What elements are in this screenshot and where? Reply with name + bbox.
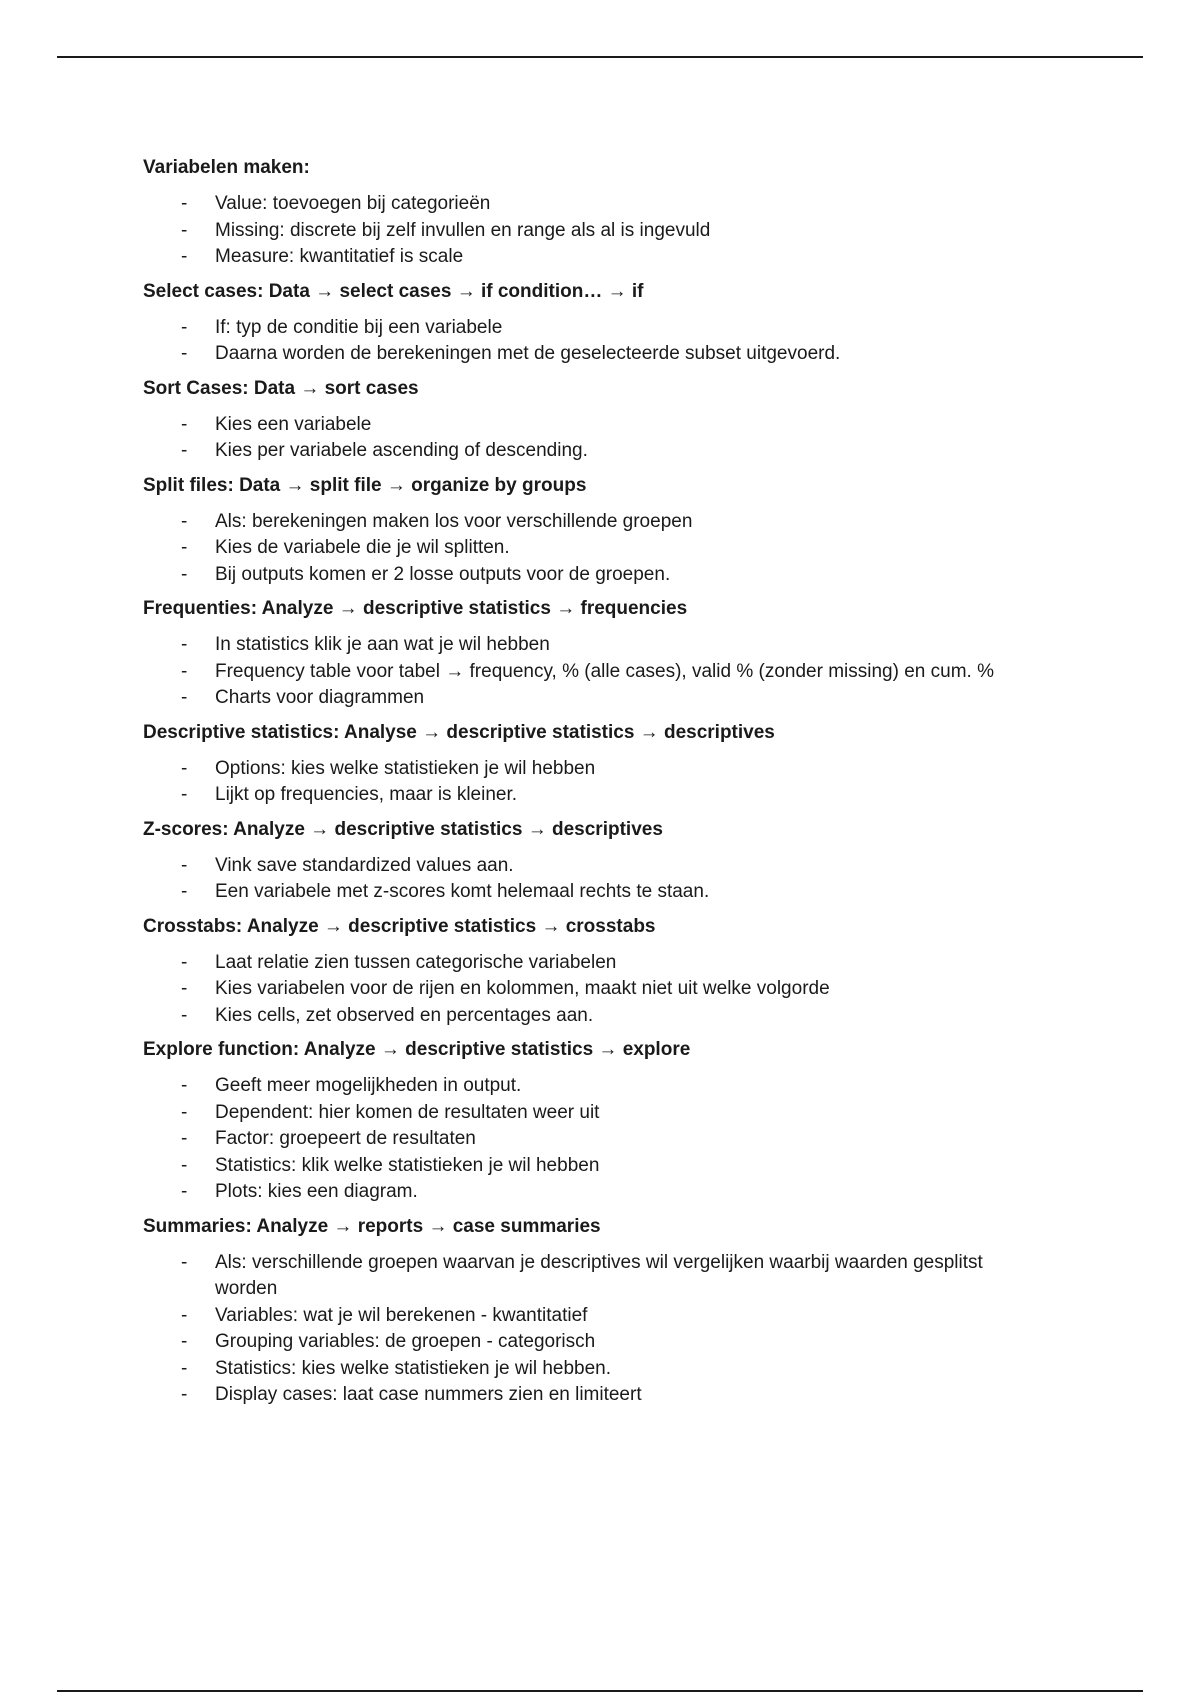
dash-bullet: -: [181, 881, 188, 902]
list-item-text: Bij outputs komen er 2 losse outputs voor de groepen.: [215, 563, 671, 585]
list-item-text: Plots: kies een diagram.: [215, 1181, 418, 1202]
bullet-list: [143, 1250, 1043, 1409]
list-item: [143, 1100, 1015, 1127]
section-descriptive-statistics: [143, 720, 1043, 809]
dash-bullet: -: [181, 343, 188, 364]
list-item-text: Statistics: kies welke statistieken je wil hebben.: [215, 1357, 612, 1379]
dash-bullet: -: [181, 510, 188, 532]
dash-bullet: -: [181, 1304, 188, 1326]
list-item-text: Factor: groepeert de resultaten: [215, 1128, 476, 1149]
dash-bullet: -: [181, 854, 188, 876]
section-sort-cases: [143, 376, 1043, 465]
document-body: [143, 155, 1043, 1409]
bullet-list: [143, 191, 1043, 271]
list-item: [143, 1153, 1015, 1180]
bullet-list: [143, 950, 1043, 1030]
dash-bullet: -: [181, 219, 188, 241]
list-item-text: Frequency table voor tabel → frequency, % (alle cases), valid % (zonder missing) en cum. %: [215, 660, 994, 682]
section-summaries: [143, 1214, 1043, 1409]
dash-bullet: -: [181, 1075, 188, 1096]
section-select-cases: [143, 279, 1043, 368]
list-item-text: Options: kies welke statistieken je wil hebben: [215, 757, 596, 779]
dash-bullet: -: [181, 1128, 188, 1149]
dash-bullet: -: [181, 1101, 188, 1123]
list-item: [143, 879, 1015, 906]
list-item-text: Statistics: klik welke statistieken je wil hebben: [215, 1154, 600, 1176]
list-item: [143, 782, 1015, 809]
dash-bullet: -: [181, 660, 188, 682]
dash-bullet: -: [181, 1181, 188, 1202]
bullet-list: [143, 756, 1043, 809]
dash-bullet: -: [181, 1004, 188, 1026]
list-item: [143, 659, 1015, 686]
dash-bullet: -: [181, 1251, 188, 1273]
list-item-text: Geeft meer mogelijkheden in output.: [215, 1075, 522, 1096]
list-item: [143, 341, 1015, 368]
list-item: [143, 218, 1015, 245]
list-item-text: Variables: wat je wil berekenen - kwantitatief: [215, 1304, 588, 1326]
list-item: [143, 685, 1015, 712]
section-z-scores: [143, 817, 1043, 906]
dash-bullet: -: [181, 757, 188, 779]
list-item-text: Als: verschillende groepen waarvan je descriptives wil vergelijken waarbij waarden gesplitst worden: [215, 1251, 983, 1299]
list-item: [143, 1303, 1015, 1330]
dash-bullet: -: [181, 687, 188, 708]
dash-bullet: -: [181, 537, 188, 558]
dash-bullet: -: [181, 634, 188, 655]
dash-bullet: -: [181, 1331, 188, 1352]
header-rule: [57, 56, 1143, 58]
bullet-list: [143, 1073, 1043, 1206]
list-item-text: Laat relatie zien tussen categorische variabelen: [215, 951, 617, 973]
dash-bullet: -: [181, 413, 188, 435]
list-item: [143, 535, 1015, 562]
list-item-text: Kies een variabele: [215, 413, 372, 435]
list-item: [143, 412, 1015, 439]
list-item: [143, 632, 1015, 659]
section-explore-function: [143, 1037, 1043, 1206]
list-item-text: Display cases: laat case nummers zien en limiteert: [215, 1384, 642, 1405]
section-heading: Variabelen maken:: [143, 157, 310, 178]
bullet-list: [143, 412, 1043, 465]
list-item: [143, 950, 1015, 977]
list-item-text: Kies cells, zet observed en percentages aan.: [215, 1004, 594, 1026]
dash-bullet: -: [181, 784, 188, 805]
section-heading: Split files: Data → split file → organize by groups: [143, 474, 587, 496]
list-item: [143, 1356, 1015, 1383]
list-item-text: Een variabele met z-scores komt helemaal rechts te staan.: [215, 881, 710, 902]
section-heading: Crosstabs: Analyze → descriptive statistics → crosstabs: [143, 915, 656, 937]
dash-bullet: -: [181, 246, 188, 267]
dash-bullet: -: [181, 1357, 188, 1379]
section-variabelen-maken: [143, 155, 1043, 271]
list-item: [143, 1250, 1015, 1303]
list-item: [143, 1179, 1015, 1206]
list-item-text: Kies variabelen voor de rijen en kolommen, maakt niet uit welke volgorde: [215, 978, 830, 999]
section-heading: Descriptive statistics: Analyse → descriptive statistics → descriptives: [143, 721, 775, 743]
list-item: [143, 853, 1015, 880]
list-item-text: Value: toevoegen bij categorieën: [215, 193, 491, 214]
list-item-text: If: typ de conditie bij een variabele: [215, 316, 503, 338]
list-item: [143, 509, 1015, 536]
bullet-list: [143, 509, 1043, 589]
list-item: [143, 976, 1015, 1003]
section-heading: Select cases: Data → select cases → if condition… → if: [143, 280, 644, 302]
section-crosstabs: [143, 914, 1043, 1030]
section-heading: Sort Cases: Data → sort cases: [143, 377, 419, 399]
list-item-text: Kies per variabele ascending of descending.: [215, 440, 588, 461]
dash-bullet: -: [181, 951, 188, 973]
section-heading: Summaries: Analyze → reports → case summaries: [143, 1215, 601, 1237]
dash-bullet: -: [181, 563, 188, 585]
list-item: [143, 315, 1015, 342]
footer-rule: [57, 1690, 1143, 1692]
list-item: [143, 438, 1015, 465]
list-item-text: Lijkt op frequencies, maar is kleiner.: [215, 784, 518, 805]
section-heading: Z-scores: Analyze → descriptive statistics → descriptives: [143, 818, 663, 840]
section-split-files: [143, 473, 1043, 589]
section-heading: Explore function: Analyze → descriptive statistics → explore: [143, 1039, 691, 1060]
list-item: [143, 1126, 1015, 1153]
section-frequenties: [143, 596, 1043, 712]
list-item-text: Kies de variabele die je wil splitten.: [215, 537, 510, 558]
list-item: [143, 1073, 1015, 1100]
list-item-text: Dependent: hier komen de resultaten weer uit: [215, 1101, 600, 1123]
list-item-text: Grouping variables: de groepen - categorisch: [215, 1331, 596, 1352]
list-item: [143, 562, 1015, 589]
list-item-text: Als: berekeningen maken los voor verschillende groepen: [215, 510, 693, 532]
list-item-text: Missing: discrete bij zelf invullen en range als al is ingevuld: [215, 219, 711, 241]
dash-bullet: -: [181, 1154, 188, 1176]
dash-bullet: -: [181, 193, 188, 214]
list-item-text: Daarna worden de berekeningen met de geselecteerde subset uitgevoerd.: [215, 343, 841, 364]
list-item: [143, 1003, 1015, 1030]
list-item-text: Measure: kwantitatief is scale: [215, 246, 464, 267]
list-item: [143, 1382, 1015, 1409]
bullet-list: [143, 315, 1043, 368]
list-item: [143, 244, 1015, 271]
list-item: [143, 1329, 1015, 1356]
list-item: [143, 756, 1015, 783]
dash-bullet: -: [181, 440, 188, 461]
list-item-text: Charts voor diagrammen: [215, 687, 425, 708]
bullet-list: [143, 853, 1043, 906]
dash-bullet: -: [181, 316, 188, 338]
section-heading: Frequenties: Analyze → descriptive statistics → frequencies: [143, 598, 688, 619]
list-item-text: In statistics klik je aan wat je wil hebben: [215, 634, 550, 655]
dash-bullet: -: [181, 1384, 188, 1405]
dash-bullet: -: [181, 978, 188, 999]
list-item: [143, 191, 1015, 218]
list-item-text: Vink save standardized values aan.: [215, 854, 514, 876]
bullet-list: [143, 632, 1043, 712]
